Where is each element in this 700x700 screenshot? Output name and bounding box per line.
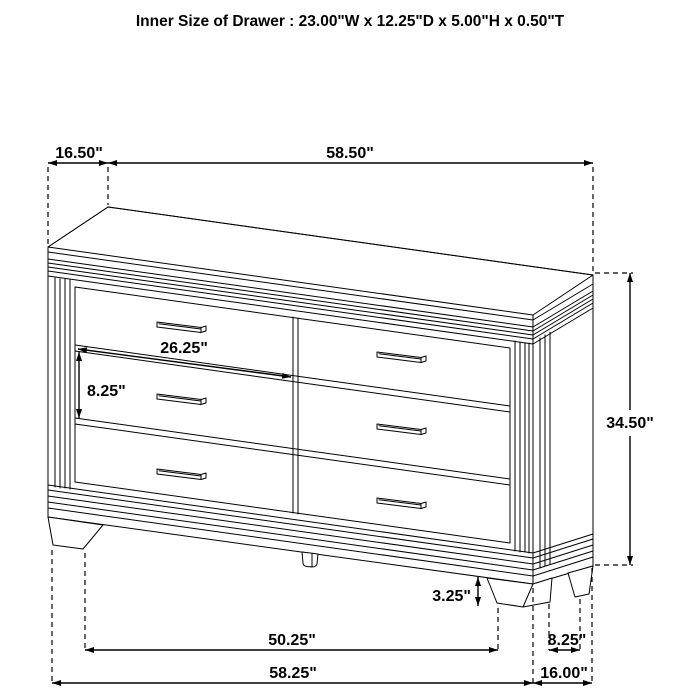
center-leg <box>302 552 318 567</box>
dresser-drawing <box>48 207 593 607</box>
dim-side-leg-span <box>548 632 587 650</box>
dim-base-width <box>52 665 533 683</box>
dim-label-top-depth: 16.50" <box>55 145 103 162</box>
dim-label-base-depth: 16.00" <box>540 665 588 682</box>
dim-label-base-width: 58.25" <box>269 665 317 682</box>
dim-label-front-leg-span: 50.25" <box>268 632 316 649</box>
dim-overall-height <box>606 273 654 565</box>
dim-label-drawer-width: 26.25" <box>160 340 208 357</box>
dim-label-drawer-height: 8.25" <box>87 383 126 400</box>
dim-label-leg-height: 3.25" <box>432 588 471 605</box>
front-right-leg <box>487 578 552 607</box>
dim-base-depth <box>533 665 592 683</box>
dim-label-top-width: 58.50" <box>326 145 374 162</box>
dim-label-side-leg-span: 8.25" <box>547 632 587 649</box>
dim-top-width <box>108 145 593 163</box>
diagram-title: Inner Size of Drawer : 23.00"W x 12.25"D x 5.00"H x 0.50"T <box>135 13 565 30</box>
dim-leg-height <box>432 577 478 606</box>
dim-front-leg-span <box>85 632 498 650</box>
dim-top-depth <box>48 145 108 163</box>
dim-label-overall-height: 34.50" <box>606 415 654 432</box>
